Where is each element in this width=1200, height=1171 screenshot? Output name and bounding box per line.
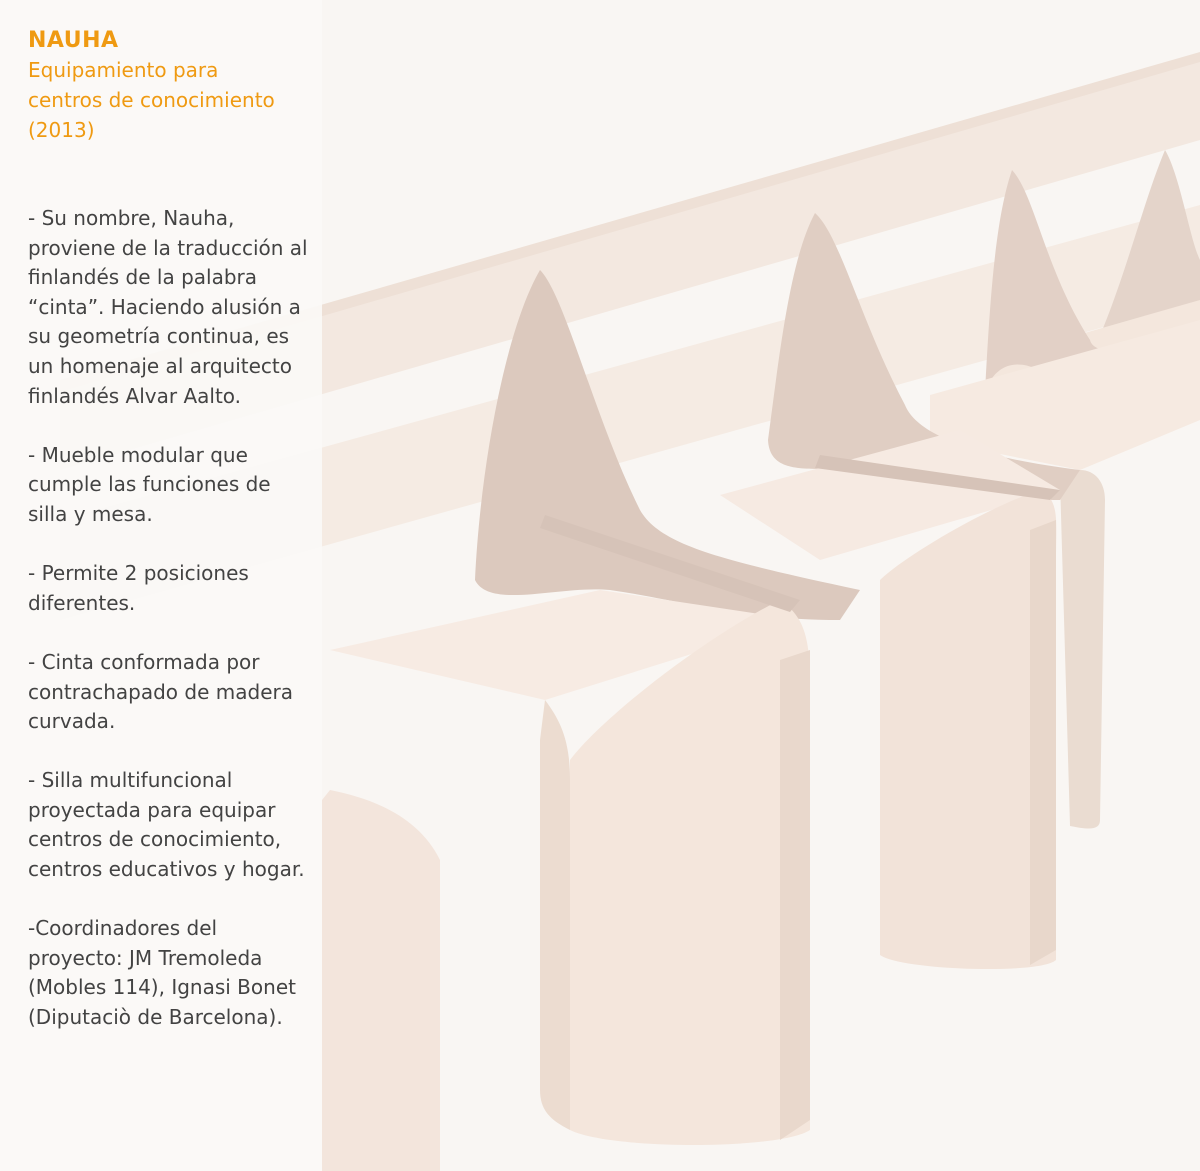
paragraph-purpose: - Silla multifuncional proyectada para equipar centros de conocimiento, centros educativos y hogar. [28,768,305,882]
info-panel [0,0,322,1171]
paragraph-material: - Cinta conformada por contrachapado de madera curvada. [28,649,293,734]
paragraph-positions: - Permite 2 posiciones diferentes. [28,561,249,615]
paragraph-name-origin: - Su nombre, Nauha, proviene de la traducción al finlandés de la palabra “cinta”. Haciendo alusión a su geometría continua, es un homenaje al arquitecto finlandés Alvar Aalto. [28,206,308,408]
subtitle-line-1: Equipamiento para [28,58,219,82]
brand-title: NAUHA [28,28,119,53]
chair-0 [322,790,440,1171]
description [28,204,313,1062]
paragraph-coordinators: -Coordinadores del proyecto: JM Tremoleda (Mobles 114), Ignasi Bonet (Diputaciò de Barcelona). [28,916,296,1030]
subtitle-line-3: (2013) [28,118,95,142]
subtitle-line-2: centros de conocimiento [28,88,275,112]
title-block [28,26,313,145]
paragraph-modular: - Mueble modular que cumple las funciones de silla y mesa. [28,442,271,526]
